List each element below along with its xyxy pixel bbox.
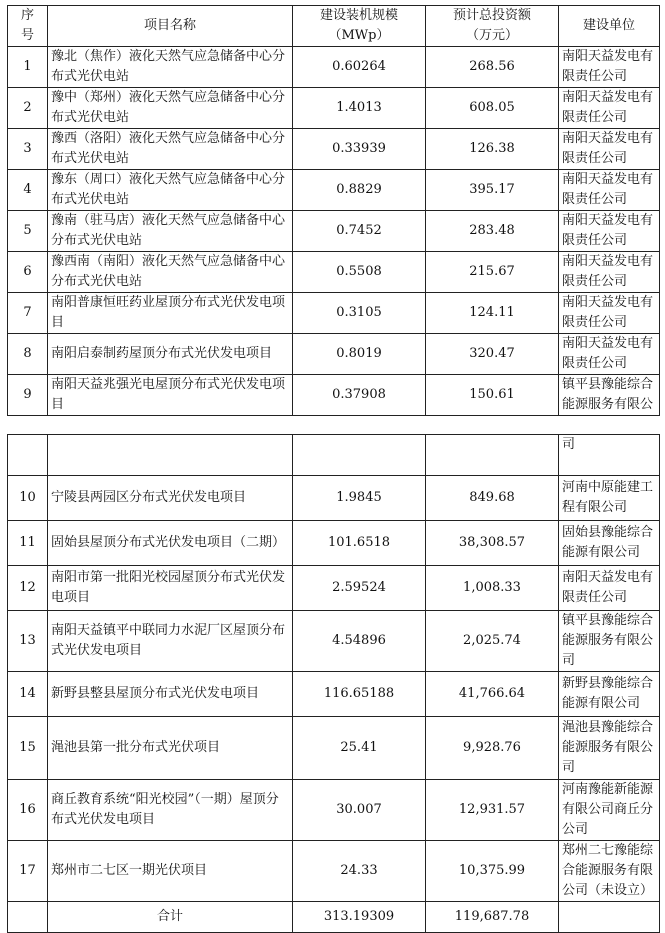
table-header-row [8, 6, 660, 47]
table-row [8, 476, 660, 521]
cell-investment: 283.48 [426, 211, 559, 252]
cell-name: 南阳启泰制药屋顶分布式光伏发电项目 [48, 334, 293, 375]
cell-capacity: 4.54896 [293, 611, 426, 672]
cell-name: 渑池县第一批分布式光伏项目 [48, 717, 293, 780]
cell-name [48, 435, 293, 476]
cell-capacity: 101.6518 [293, 521, 426, 566]
table-row-continuation [8, 435, 660, 476]
cell-no: 17 [8, 841, 48, 902]
cell-capacity: 0.60264 [293, 47, 426, 88]
cell-investment: 215.67 [426, 252, 559, 293]
cell-investment: 41,766.64 [426, 672, 559, 717]
cell-no: 11 [8, 521, 48, 566]
project-table-part2 [7, 434, 660, 933]
cell-investment: 608.05 [426, 88, 559, 129]
table-row [8, 780, 660, 841]
cell-unit: 河南中原能建工程有限公司 [559, 476, 660, 521]
cell-investment: 1,008.33 [426, 566, 559, 611]
table-row [8, 841, 660, 902]
total-investment: 119,687.78 [426, 902, 559, 933]
cell-unit: 固始县豫能综合能源有限公司 [559, 521, 660, 566]
cell-no: 7 [8, 293, 48, 334]
header-investment: 预计总投资额 （万元） [426, 6, 559, 47]
cell-investment: 268.56 [426, 47, 559, 88]
table-row [8, 129, 660, 170]
cell-no: 16 [8, 780, 48, 841]
cell-investment: 849.68 [426, 476, 559, 521]
total-label: 合计 [48, 902, 293, 933]
header-no: 序 号 [8, 6, 48, 47]
cell-no: 9 [8, 375, 48, 416]
cell-unit: 渑池县豫能综合能源服务有限公司 [559, 717, 660, 780]
table-row [8, 566, 660, 611]
cell-investment: 9,928.76 [426, 717, 559, 780]
cell-name: 南阳天益兆强光电屋顶分布式光伏发电项目 [48, 375, 293, 416]
cell-unit: 南阳天益发电有限责任公司 [559, 47, 660, 88]
cell-capacity: 0.8829 [293, 170, 426, 211]
cell-capacity: 0.5508 [293, 252, 426, 293]
total-capacity: 313.19309 [293, 902, 426, 933]
cell-capacity: 0.7452 [293, 211, 426, 252]
cell-unit: 郑州二七豫能综合能源服务有限公司（未设立） [559, 841, 660, 902]
cell-no: 15 [8, 717, 48, 780]
cell-no: 3 [8, 129, 48, 170]
cell-unit: 镇平县豫能综合能源服务有限公司 [559, 611, 660, 672]
cell-name: 豫中（郑州）液化天然气应急储备中心分布式光伏电站 [48, 88, 293, 129]
cell-capacity: 0.37908 [293, 375, 426, 416]
cell-unit: 河南豫能新能源有限公司商丘分公司 [559, 780, 660, 841]
header-name: 项目名称 [48, 6, 293, 47]
cell-capacity: 116.65188 [293, 672, 426, 717]
cell-investment: 10,375.99 [426, 841, 559, 902]
cell-no: 8 [8, 334, 48, 375]
header-capacity: 建设装机规模 （MWp） [293, 6, 426, 47]
cell-no [8, 435, 48, 476]
cell-name: 固始县屋顶分布式光伏发电项目（二期） [48, 521, 293, 566]
table-row [8, 521, 660, 566]
cell-no: 12 [8, 566, 48, 611]
cell-no: 6 [8, 252, 48, 293]
cell-no: 5 [8, 211, 48, 252]
cell-name: 商丘教育系统“阳光校园”（一期）屋顶分布式光伏发电项目 [48, 780, 293, 841]
cell-no: 2 [8, 88, 48, 129]
cell-name: 南阳市第一批阳光校园屋顶分布式光伏发电项目 [48, 566, 293, 611]
cell-investment: 38,308.57 [426, 521, 559, 566]
cell-capacity: 1.4013 [293, 88, 426, 129]
table-row [8, 170, 660, 211]
cell-unit: 南阳天益发电有限责任公司 [559, 334, 660, 375]
cell-investment: 124.11 [426, 293, 559, 334]
table-row [8, 717, 660, 780]
cell-no: 4 [8, 170, 48, 211]
cell-unit: 南阳天益发电有限责任公司 [559, 252, 660, 293]
cell-unit: 新野县豫能综合能源有限公司 [559, 672, 660, 717]
table-row [8, 672, 660, 717]
cell-name: 新野县整县屋顶分布式光伏发电项目 [48, 672, 293, 717]
cell-capacity: 24.33 [293, 841, 426, 902]
cell-capacity: 1.9845 [293, 476, 426, 521]
cell-investment: 320.47 [426, 334, 559, 375]
cell-name: 南阳天益镇平中联同力水泥厂区屋顶分布式光伏发电项目 [48, 611, 293, 672]
cell-unit: 南阳天益发电有限责任公司 [559, 293, 660, 334]
cell-unit: 南阳天益发电有限责任公司 [559, 129, 660, 170]
cell-unit: 司 [559, 435, 660, 476]
table-row [8, 211, 660, 252]
table-row [8, 375, 660, 416]
table-row [8, 334, 660, 375]
cell-name: 宁陵县两园区分布式光伏发电项目 [48, 476, 293, 521]
table-row [8, 293, 660, 334]
cell-name: 豫东（周口）液化天然气应急储备中心分布式光伏电站 [48, 170, 293, 211]
cell-investment [426, 435, 559, 476]
total-row [8, 902, 660, 933]
project-table-part1 [7, 5, 660, 416]
table-row [8, 611, 660, 672]
cell-investment: 2,025.74 [426, 611, 559, 672]
cell-unit: 南阳天益发电有限责任公司 [559, 88, 660, 129]
cell-no: 10 [8, 476, 48, 521]
cell-name: 郑州市二七区一期光伏项目 [48, 841, 293, 902]
cell-investment: 12,931.57 [426, 780, 559, 841]
cell-capacity: 0.33939 [293, 129, 426, 170]
cell-no: 13 [8, 611, 48, 672]
cell-capacity: 0.8019 [293, 334, 426, 375]
cell-unit: 南阳天益发电有限责任公司 [559, 170, 660, 211]
cell-capacity: 2.59524 [293, 566, 426, 611]
table-row [8, 47, 660, 88]
cell-no: 14 [8, 672, 48, 717]
cell-no [8, 902, 48, 933]
cell-unit: 南阳天益发电有限责任公司 [559, 211, 660, 252]
cell-name: 豫西南（南阳）液化天然气应急储备中心分布式光伏电站 [48, 252, 293, 293]
cell-name: 豫南（驻马店）液化天然气应急储备中心分布式光伏电站 [48, 211, 293, 252]
cell-unit: 南阳天益发电有限责任公司 [559, 566, 660, 611]
cell-investment: 395.17 [426, 170, 559, 211]
cell-investment: 150.61 [426, 375, 559, 416]
table-row [8, 252, 660, 293]
table-row [8, 88, 660, 129]
cell-investment: 126.38 [426, 129, 559, 170]
header-unit: 建设单位 [559, 6, 660, 47]
cell-capacity: 30.007 [293, 780, 426, 841]
cell-capacity [293, 435, 426, 476]
cell-unit [559, 902, 660, 933]
cell-unit: 镇平县豫能综合能源服务有限公 [559, 375, 660, 416]
cell-name: 豫北（焦作）液化天然气应急储备中心分布式光伏电站 [48, 47, 293, 88]
cell-capacity: 25.41 [293, 717, 426, 780]
cell-name: 豫西（洛阳）液化天然气应急储备中心分布式光伏电站 [48, 129, 293, 170]
cell-no: 1 [8, 47, 48, 88]
cell-capacity: 0.3105 [293, 293, 426, 334]
cell-name: 南阳普康恒旺药业屋顶分布式光伏发电项目 [48, 293, 293, 334]
